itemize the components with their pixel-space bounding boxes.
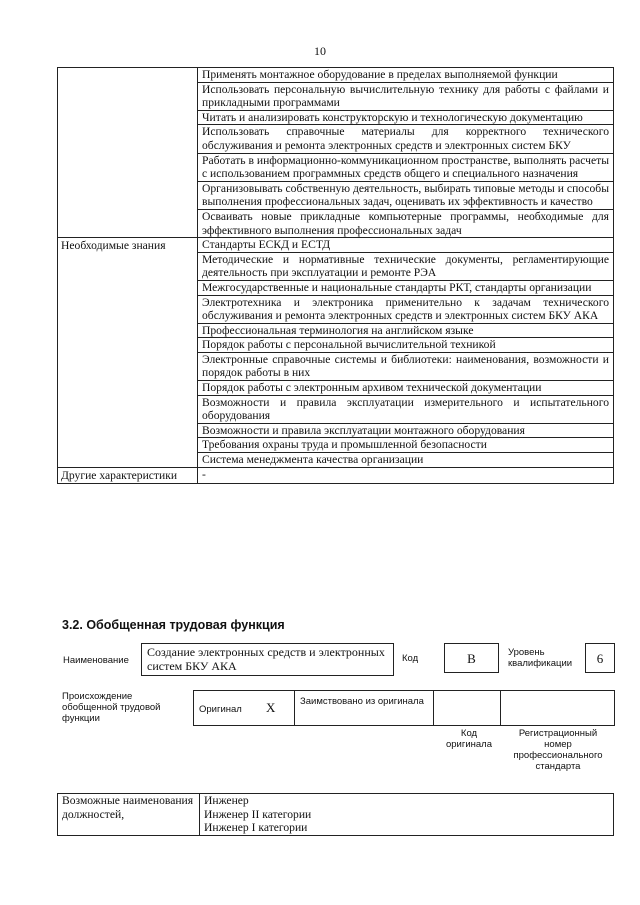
table-row: [58, 238, 614, 253]
skill-item: Применять монтажное оборудование в пределах выполняемой функции: [198, 68, 614, 83]
knowledge-item: Межгосударственные и национальные стандарты РКТ, стандарты организации: [198, 280, 614, 295]
skill-item: Осваивать новые прикладные компьютерные программы, необходимые для эффективного выполнения профессиональных задач: [198, 209, 614, 237]
page-number: 10: [314, 44, 326, 58]
level-value: 6: [585, 643, 615, 673]
positions-table: [57, 793, 614, 836]
skill-item: Использовать персональную вычислительную технику для работы с файлами и прикладными программами: [198, 82, 614, 110]
knowledge-item: Порядок работы с электронным архивом технической документации: [198, 381, 614, 396]
other-value: -: [198, 467, 614, 484]
origin-divider: [500, 690, 501, 726]
knowledge-item: Система менеджмента качества организации: [198, 453, 614, 468]
origin-divider: [294, 690, 295, 726]
positions-label: Возможные наименования должностей,: [58, 794, 200, 836]
knowledge-item: Порядок работы с персональной вычислительной техникой: [198, 338, 614, 353]
knowledge-item: Возможности и правила эксплуатации измерительного и испытательного оборудования: [198, 395, 614, 423]
knowledge-item: Требования охраны труда и промышленной безопасности: [198, 438, 614, 453]
code-caption: Код оригинала: [445, 728, 492, 750]
table-row: [58, 467, 614, 484]
name-label: Наименование: [63, 655, 129, 666]
original-label: Оригинал: [199, 704, 242, 715]
knowledge-item: Возможности и правила эксплуатации монтажного оборудования: [198, 423, 614, 438]
knowledge-item: Стандарты ЕСКД и ЕСТД: [198, 238, 614, 253]
table-row: [58, 794, 614, 836]
skill-item: Использовать справочные материалы для корректного технического обслуживания и ремонта электронных средств и электронных систем БКУ: [198, 125, 614, 153]
knowledge-item: Профессиональная терминология на английском языке: [198, 323, 614, 338]
positions-list: [200, 794, 614, 836]
code-label: Код: [402, 653, 419, 664]
level-label: Уровень квалификации: [508, 647, 573, 669]
knowledge-item: Методические и нормативные технические документы, регламентирующие деятельность при эксплуатации и ремонте РЭА: [198, 252, 614, 280]
origin-divider: [433, 690, 434, 726]
reg-caption: Регистрационный номер профессионального стандарта: [513, 728, 603, 772]
section-title: 3.2. Обобщенная трудовая функция: [62, 618, 285, 632]
knowledge-label: Необходимые знания: [58, 238, 198, 468]
knowledge-item: Электротехника и электроника применительно к задачам технического обслуживания и ремонта электронных средств и электронных систем БКУ АКА: [198, 295, 614, 323]
position-item: Инженер: [204, 794, 249, 807]
skills-knowledge-table: [57, 67, 614, 484]
origin-label: Происхождение обобщенной трудовой функции: [62, 691, 161, 724]
other-label: Другие характеристики: [58, 467, 198, 484]
code-value: В: [444, 643, 499, 673]
skill-item: Работать в информационно-коммуникационном пространстве, выполнять расчеты с использованием программных средств общего и специального назначения: [198, 153, 614, 181]
position-item: Инженер I категории: [204, 821, 308, 835]
skill-item: Читать и анализировать конструкторскую и технологическую документацию: [198, 110, 614, 125]
knowledge-item: Электронные справочные системы и библиотеки: наименования, возможности и порядок работы в них: [198, 352, 614, 380]
position-item: Инженер II категории: [204, 807, 312, 821]
borrowed-label: Заимствовано из оригинала: [300, 696, 424, 707]
original-mark: X: [266, 700, 276, 715]
table-row: [58, 68, 614, 83]
skill-item: Организовывать собственную деятельность, выбирать типовые методы и способы выполнения профессиональных задач, оценивать их эффективность и качество: [198, 181, 614, 209]
skills-label-cell: [58, 68, 198, 238]
name-value: Создание электронных средств и электронных систем БКУ АКА: [141, 643, 394, 676]
